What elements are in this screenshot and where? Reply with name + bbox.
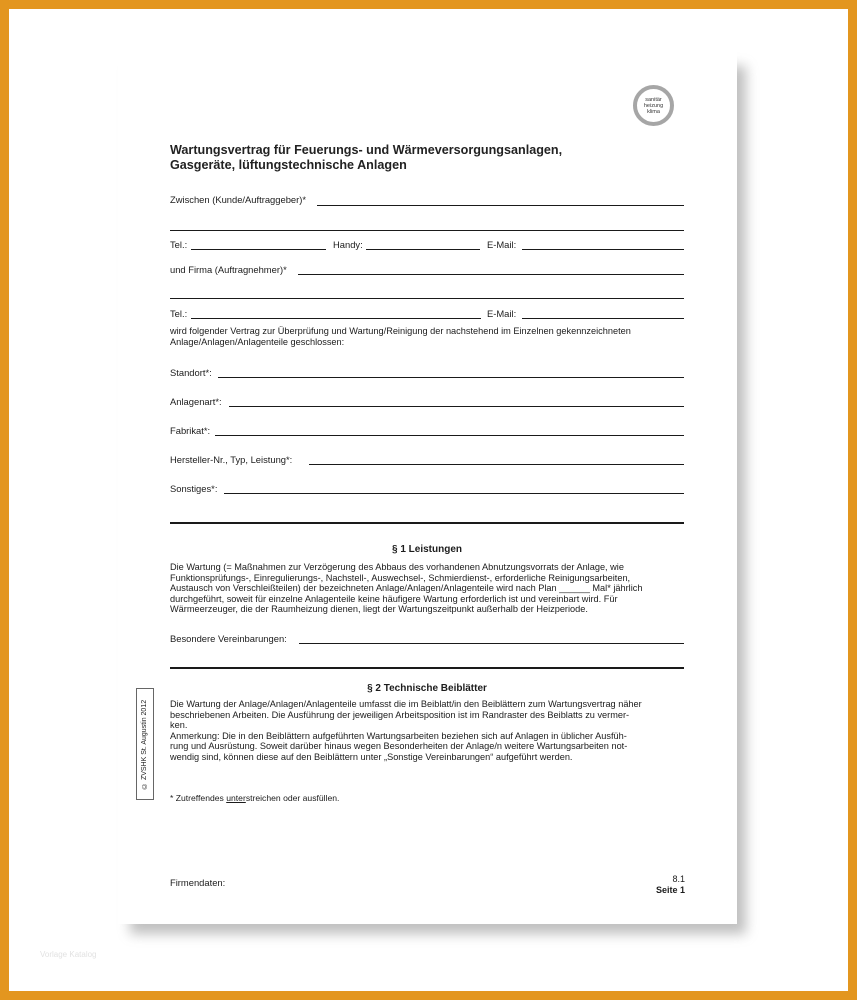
section-2-text <box>170 699 684 762</box>
hersteller-label: Hersteller-Nr., Typ, Leistung*: <box>170 454 293 465</box>
tel-line[interactable] <box>191 249 326 250</box>
section-2-line: rung und Ausrüstung. Soweit darüber hinaus wegen Besonderheiten der Anlage/n weitere Wartungsarbeiten not- <box>170 741 628 751</box>
shk-logo <box>633 85 674 126</box>
section-1-line: Austausch von Verschleißteilen) der bezeichneten Anlage/Anlagen/Anlagenteile wird nach Plan ______ Mal* jährlich <box>170 583 643 593</box>
intro-line: Anlage/Anlagen/Anlagenteile geschlossen: <box>170 336 345 347</box>
sonstiges-line[interactable] <box>224 493 684 494</box>
standort-label: Standort*: <box>170 367 212 378</box>
footnote-underlined: unter <box>226 793 246 803</box>
email-label: E-Mail: <box>487 308 517 319</box>
intro-text <box>170 326 684 347</box>
sonstiges-line-2[interactable] <box>170 522 684 524</box>
anlagenart-line[interactable] <box>229 406 684 407</box>
standort-line[interactable] <box>218 377 684 378</box>
customer-label: Zwischen (Kunde/Auftraggeber)* <box>170 194 307 205</box>
copyright-strip: © ZVSHK St. Augustin 2012 <box>136 688 154 800</box>
document-page <box>118 52 737 924</box>
firmendaten-label: Firmendaten: <box>170 877 226 888</box>
fabrikat-label: Fabrikat*: <box>170 425 211 436</box>
anlagenart-label: Anlagenart*: <box>170 396 222 407</box>
section-2-heading: § 2 Technische Beiblätter <box>367 683 487 694</box>
email-line[interactable] <box>522 318 684 319</box>
customer-line[interactable] <box>317 205 684 206</box>
fabrikat-line[interactable] <box>215 435 684 436</box>
handy-line[interactable] <box>366 249 480 250</box>
contractor-line-2[interactable] <box>170 298 684 299</box>
page-label: Seite 1 <box>655 885 685 895</box>
section-1-line: Wärmeerzeuger, die der Raumheizung dienen, liegt der Wartungszeitpunkt außerhalb der Heizperiode. <box>170 604 588 614</box>
hersteller-line[interactable] <box>309 464 684 465</box>
section-2-line: beschriebenen Arbeiten. Die Ausführung der jeweiligen Arbeitsposition ist im Randraster des Beiblatts zu vermer- <box>170 709 630 720</box>
intro-line: wird folgender Vertrag zur Überprüfung und Wartung/Reinigung der nachstehend im Einzelnen gekennzeichneten <box>170 326 631 336</box>
section-2-line: Anmerkung: Die in den Beiblättern aufgeführten Wartungsarbeiten beziehen sich auf Anlagen in üblicher Ausfüh- <box>170 730 627 741</box>
section-1-line: Die Wartung (= Maßnahmen zur Verzögerung des Abbaus des vorhandenen Abnutzungsvorrats der Anlage, wie <box>170 562 624 572</box>
section-2-line: wendig sind, können diese auf den Beiblättern unter „Sonstige Vereinbarungen“ aufgeführt werden. <box>170 751 573 762</box>
contractor-line[interactable] <box>298 274 684 275</box>
watermark-text: Vorlage Katalog <box>40 950 97 959</box>
title-line: Gasgeräte, lüftungstechnische Anlagen <box>170 158 407 172</box>
section-1-heading: § 1 Leistungen <box>391 544 462 555</box>
page-number <box>656 874 685 896</box>
email-line[interactable] <box>522 249 684 250</box>
logo-line: sanitär <box>645 96 662 103</box>
document-title <box>170 143 562 173</box>
customer-line-2[interactable] <box>170 230 684 231</box>
tel-label: Tel.: <box>170 308 188 319</box>
tel-label: Tel.: <box>170 239 188 250</box>
section-2-line: ken. <box>170 720 188 730</box>
title-line: Wartungsvertrag für Feuerungs- und Wärmeversorgungsanlagen, <box>170 143 563 157</box>
tel-line[interactable] <box>191 318 481 319</box>
contractor-label: und Firma (Auftragnehmer)* <box>170 264 287 275</box>
footnote <box>170 793 339 803</box>
logo-line: klima <box>647 108 660 115</box>
logo-line: heizung <box>643 102 664 109</box>
besondere-line-2[interactable] <box>170 667 684 669</box>
section-1-text <box>170 562 684 615</box>
page-number-value: 8.1 <box>672 874 685 884</box>
section-1-line: durchgeführt, soweit für einzelne Anlagenteile keine häufigere Wartung erforderlich ist und vereinbart wird. Für <box>170 593 618 604</box>
besondere-label: Besondere Vereinbarungen: <box>170 633 287 644</box>
besondere-line[interactable] <box>299 643 684 644</box>
sonstiges-label: Sonstiges*: <box>170 483 218 494</box>
section-2-line: Die Wartung der Anlage/Anlagen/Anlagenteile umfasst die im Beiblatt/in den Beiblättern zum Wartungsvertrag näher <box>170 699 642 709</box>
footnote-prefix: * Zutreffendes <box>170 793 227 803</box>
handy-label: Handy: <box>333 239 363 250</box>
footnote-suffix: streichen oder ausfüllen. <box>245 793 340 803</box>
section-1-line: Funktionsprüfungs-, Einregulierungs-, Nachstell-, Auswechsel-, Schmierdienst-, erforderliche Reinigungsarbeiten, <box>170 572 631 583</box>
email-label: E-Mail: <box>487 239 517 250</box>
